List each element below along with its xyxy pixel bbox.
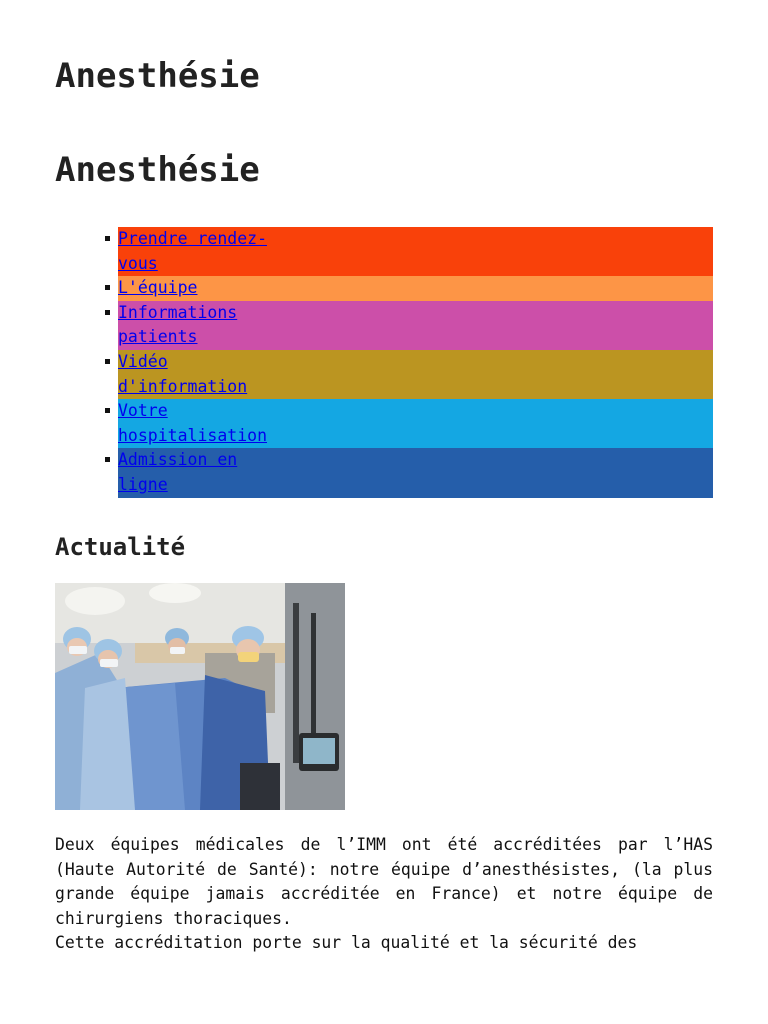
menu-link-admission-en-ligne[interactable]: Admission en ligne — [118, 450, 238, 494]
bullet-icon — [105, 457, 110, 462]
menu-link-video-information[interactable]: Vidéo d'information — [118, 351, 248, 396]
news-photo — [55, 583, 345, 810]
menu-item-admission-en-ligne — [118, 448, 713, 497]
menu-item-equipe — [118, 276, 713, 301]
bullet-icon — [105, 359, 110, 364]
menu-link-equipe[interactable]: L'équipe — [118, 278, 198, 298]
news-article — [55, 833, 713, 956]
page-title: Anesthésie — [55, 56, 260, 96]
menu-link-informations-patients[interactable]: Informations patients — [118, 302, 238, 347]
menu-item-informations-patients — [118, 301, 713, 350]
menu-link-votre-hospitalisation[interactable]: Votre hospitalisation — [118, 401, 268, 445]
section-title: Anesthésie — [55, 150, 260, 190]
news-paragraph: Cette accréditation porte sur la qualité et la sécurité des — [55, 933, 638, 952]
service-menu — [118, 227, 713, 498]
menu-link-prendre-rendez-vous[interactable]: Prendre rendez-vous — [118, 229, 268, 273]
menu-item-votre-hospitalisation — [118, 399, 713, 448]
bullet-icon — [105, 310, 110, 315]
bullet-icon — [105, 236, 110, 241]
news-paragraph: Deux équipes médicales de l’IMM ont été accréditées par l’HAS (Haute Autorité de Santé): notre équipe d’anesthésistes, (la plus grande équipe jamais accréditée en France) et notre équipe de chirurgiens thoraciques. — [55, 835, 713, 928]
menu-item-video-information — [118, 350, 713, 399]
bullet-icon — [105, 408, 110, 413]
menu-item-prendre-rendez-vous — [118, 227, 713, 276]
bullet-icon — [105, 285, 110, 290]
operating-room-image — [55, 583, 345, 810]
news-heading: Actualité — [55, 533, 186, 561]
